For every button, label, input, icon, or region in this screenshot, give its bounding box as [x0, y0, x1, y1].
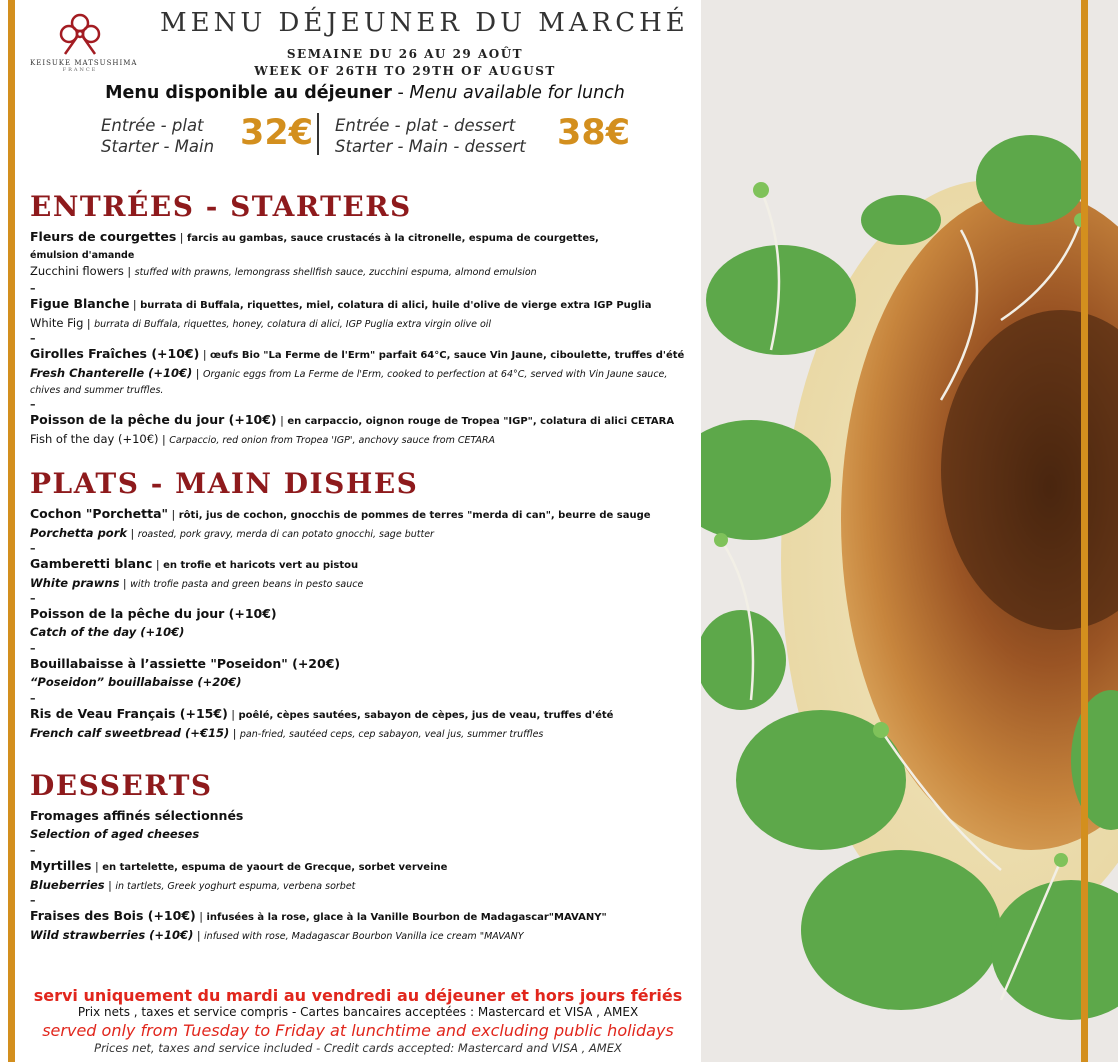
dash-divider: –: [30, 332, 36, 345]
formula-1-en: Starter - Main: [101, 137, 215, 156]
formula-2-en: Starter - Main - dessert: [335, 137, 526, 156]
separator: |: [168, 508, 179, 521]
item-name-fr: Bouillabaisse à l’assiette "Poseidon" (+20€): [30, 656, 341, 671]
menu-item: [30, 506, 700, 543]
item-name-en: Zucchini flowers: [30, 263, 124, 278]
section-title-starters: ENTRÉES - STARTERS: [30, 190, 412, 223]
separator: |: [158, 432, 170, 446]
week-french: SEMAINE DU 26 AU 29 AOÛT: [286, 47, 524, 61]
formula-1-label: [101, 115, 214, 157]
item-name-en: French calf sweetbread (+€15): [30, 725, 230, 740]
item-desc-fr: farcis au gambas, sauce crustacés à la citronelle, espuma de courgettes,: [187, 233, 599, 244]
dish-photo-illustration: [701, 0, 1118, 1062]
item-name-en: Catch of the day (+10€): [30, 624, 185, 639]
restaurant-logo: [30, 10, 138, 73]
dash-divider: –: [30, 642, 36, 655]
pricing-notice-en: Prices net, taxes and service included - Credit cards accepted: Mastercard and VISA , AMEX: [94, 1041, 622, 1055]
formula-1-fr: Entrée - plat: [101, 116, 204, 135]
dash-divider: –: [30, 844, 36, 857]
item-desc-en: roasted, pork gravy, merda di can potato gnocchi, sage butter: [137, 528, 434, 540]
item-desc-fr: œufs Bio "La Ferme de l'Erm" parfait 64°C, sauce Vin Jaune, ciboulette, truffes d'été: [210, 350, 685, 361]
item-desc-en: with trofie pasta and green beans in pesto sauce: [130, 578, 364, 590]
item-desc-en-cont: chives and summer truffles.: [30, 385, 164, 396]
item-name-fr: Fromages affinés sélectionnés: [30, 808, 244, 823]
service-notice-en: served only from Tuesday to Friday at lunchtime and excluding public holidays: [42, 1021, 674, 1040]
separator: |: [104, 878, 116, 892]
separator: |: [119, 576, 131, 590]
right-frame-border: [1081, 0, 1088, 1062]
service-notice-fr: servi uniquement du mardi au vendredi au déjeuner et hors jours fériés: [33, 986, 683, 1005]
week-english: WEEK OF 26TH TO 29TH OF AUGUST: [254, 64, 556, 78]
item-name-en: Fresh Chanterelle (+10€): [30, 365, 193, 380]
item-name-en: Selection of aged cheeses: [30, 826, 200, 841]
separator: |: [129, 298, 141, 311]
menu-item: [30, 556, 700, 593]
item-name-en: Porchetta pork: [30, 525, 128, 540]
price-divider: [317, 113, 319, 155]
separator: |: [199, 348, 211, 361]
menu-item: [30, 908, 700, 945]
item-desc-en: burrata di Buffala, riquettes, honey, colatura di alici, IGP Puglia extra virgin olive oil: [94, 318, 492, 330]
section-title-desserts: DESSERTS: [30, 769, 213, 802]
item-desc-fr: burrata di Buffala, riquettes, miel, colatura di alici, huile d'olive de vierge extra IGP Puglia: [140, 300, 652, 311]
availability-sep: -: [391, 83, 410, 103]
formula-2-fr: Entrée - plat - dessert: [335, 116, 516, 135]
item-name-en: White prawns: [30, 575, 120, 590]
dash-divider: –: [30, 282, 36, 295]
dash-divider: –: [30, 692, 36, 705]
item-name-en: “Poseidon” bouillabaisse (+20€): [30, 674, 242, 689]
item-desc-en: Organic eggs from La Ferme de l'Erm, cooked to perfection at 64°C, served with Vin Jaune sauce,: [202, 368, 668, 380]
formula-2-price: 38€: [557, 113, 631, 153]
separator: |: [127, 526, 138, 540]
item-name-fr: Ris de Veau Français (+15€): [30, 706, 228, 721]
separator: |: [123, 264, 135, 278]
menu-panel: [15, 0, 701, 1062]
menu-title: MENU DÉJEUNER DU MARCHÉ: [160, 8, 689, 38]
item-name-fr: Poisson de la pêche du jour (+10€): [30, 606, 277, 621]
formula-2-label: [335, 115, 526, 157]
item-name-en: White Fig: [30, 315, 84, 330]
separator: |: [83, 316, 95, 330]
formula-1-price: 32€: [240, 113, 314, 153]
item-desc-en: Carpaccio, red onion from Tropea 'IGP', anchovy sauce from CETARA: [169, 434, 496, 446]
menu-item: [30, 706, 700, 743]
item-desc-fr-cont: émulsion d'amande: [30, 249, 135, 261]
item-desc-fr: infusées à la rose, glace à la Vanille Bourbon de Madagascar"MAVANY": [206, 912, 607, 923]
dish-photo: [701, 0, 1118, 1062]
menu-item: [30, 346, 700, 398]
dash-divider: –: [30, 398, 36, 411]
menu-item: [30, 229, 700, 281]
separator: |: [152, 558, 164, 571]
separator: |: [193, 928, 205, 942]
dash-divider: –: [30, 542, 36, 555]
item-desc-en: stuffed with prawns, lemongrass shellfish sauce, zucchini espuma, almond emulsion: [134, 266, 537, 278]
logo-brand-name: KEISUKE MATSUSHIMA: [30, 59, 138, 67]
availability-en: Menu available for lunch: [409, 83, 625, 103]
item-name-en: Wild strawberries (+10€): [30, 927, 194, 942]
menu-item: [30, 296, 700, 333]
item-name-fr: Gamberetti blanc: [30, 556, 153, 571]
item-desc-en: in tartlets, Greek yoghurt espuma, verbena sorbet: [115, 880, 356, 892]
item-desc-fr: en tartelette, espuma de yaourt de Grecque, sorbet verveine: [102, 862, 448, 873]
dash-divider: –: [30, 894, 36, 907]
separator: |: [176, 231, 187, 244]
item-name-fr: Girolles Fraîches (+10€): [30, 346, 200, 361]
separator: |: [195, 910, 207, 923]
menu-item: [30, 656, 700, 691]
item-name-fr: Fleurs de courgettes: [30, 229, 177, 244]
menu-item: [30, 808, 700, 843]
item-name-fr: Poisson de la pêche du jour (+10€): [30, 412, 277, 427]
item-desc-en: pan-fried, sautéed ceps, cep sabayon, veal jus, summer truffles: [239, 728, 544, 740]
item-name-fr: Myrtilles: [30, 858, 92, 873]
item-desc-fr: en carpaccio, oignon rouge de Tropea "IGP", colatura di alici CETARA: [287, 416, 675, 427]
item-desc-en: infused with rose, Madagascar Bourbon Vanilla ice cream "MAVANY: [204, 930, 524, 942]
separator: |: [229, 726, 240, 740]
item-name-en: Blueberries: [30, 877, 105, 892]
separator: |: [192, 366, 203, 380]
separator: |: [276, 414, 288, 427]
availability-fr: Menu disponible au déjeuner: [105, 83, 392, 103]
item-name-fr: Fraises des Bois (+10€): [30, 908, 196, 923]
pricing-notice-fr: Prix nets , taxes et service compris - Cartes bancaires acceptées : Mastercard et VISA , AMEX: [77, 1005, 639, 1019]
menu-item: [30, 412, 700, 449]
left-frame-border: [8, 0, 15, 1062]
item-desc-fr: en trofie et haricots vert au pistou: [163, 560, 359, 571]
section-title-mains: PLATS - MAIN DISHES: [30, 467, 419, 500]
item-desc-fr: poêlé, cèpes sautées, sabayon de cèpes, jus de veau, truffes d'été: [238, 710, 614, 721]
item-desc-fr: rôti, jus de cochon, gnocchis de pommes de terres "merda di can", beurre de sauge: [178, 510, 651, 521]
item-name-fr: Cochon "Porchetta": [30, 506, 169, 521]
logo-country: FRANCE: [62, 67, 98, 73]
item-name-fr: Figue Blanche: [30, 296, 130, 311]
dash-divider: –: [30, 592, 36, 605]
item-name-en: Fish of the day (+10€): [30, 431, 159, 446]
separator: |: [91, 860, 103, 873]
separator: |: [227, 708, 239, 721]
ribbon-knot-icon: [50, 10, 110, 58]
menu-item: [30, 858, 700, 895]
menu-item: [30, 606, 700, 641]
availability-line: [60, 83, 670, 103]
